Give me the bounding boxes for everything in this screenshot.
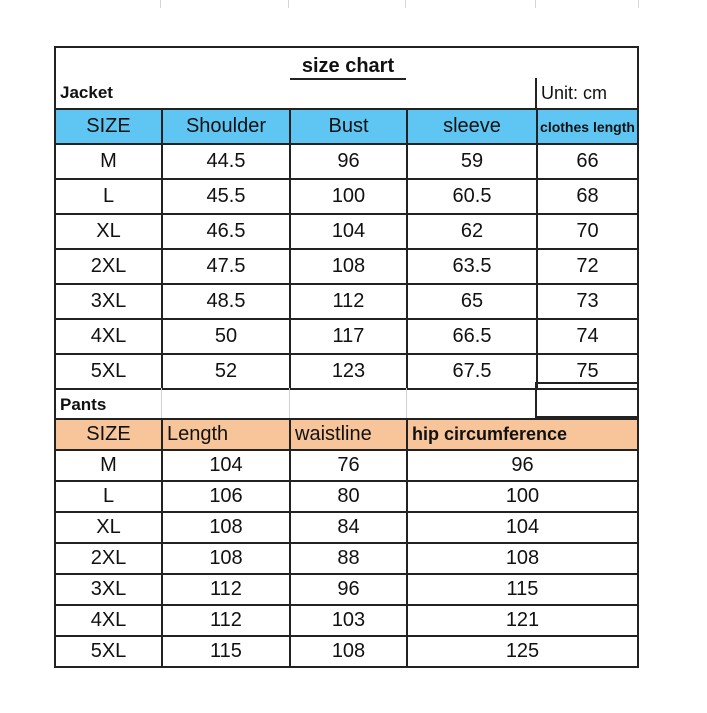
jacket-cell: M — [100, 150, 117, 172]
jacket-header-cell: clothes length — [538, 110, 637, 143]
jacket-cell: 44.5 — [206, 150, 246, 172]
jacket-cell: 117 — [332, 325, 365, 347]
jacket-cell: 75 — [576, 360, 599, 382]
pants-cell: 108 — [209, 516, 243, 538]
grid-line — [56, 388, 637, 390]
pants-section-label: Pants — [60, 395, 107, 414]
jacket-cell: 66.5 — [452, 325, 492, 347]
jacket-cell: 2XL — [90, 255, 127, 277]
jacket-header-cell: SIZE — [56, 110, 161, 143]
jacket-cell: 47.5 — [206, 255, 246, 277]
page-title: size chart — [301, 54, 395, 77]
pants-cell: 125 — [505, 640, 540, 662]
pants-cell: 108 — [209, 547, 243, 569]
jacket-cell: 108 — [331, 255, 366, 277]
pants-cell: 4XL — [90, 609, 127, 631]
pants-header-cell: waistline — [291, 420, 406, 449]
size-table — [54, 46, 639, 668]
grid-line — [406, 108, 408, 390]
jacket-header-cell: Bust — [291, 110, 406, 143]
title-underline — [290, 78, 406, 80]
jacket-cell: 59 — [460, 150, 484, 172]
grid-line — [406, 418, 408, 668]
pants-cell: 96 — [511, 454, 534, 476]
jacket-cell: 45.5 — [206, 185, 246, 207]
jacket-cell: 5XL — [90, 360, 127, 382]
jacket-cell: 68 — [576, 185, 599, 207]
pants-cell: 5XL — [90, 640, 127, 662]
pants-cell: 112 — [210, 609, 242, 631]
jacket-cell: 67.5 — [452, 360, 492, 382]
pants-cell: 96 — [337, 578, 360, 600]
pants-header-cell: hip circumference — [408, 420, 637, 449]
jacket-cell: 63.5 — [452, 255, 492, 277]
column-mark — [535, 0, 536, 8]
grid-line — [161, 418, 163, 668]
pants-cell: 76 — [337, 454, 360, 476]
jacket-cell: 123 — [331, 360, 366, 382]
pants-cell: 121 — [505, 609, 540, 631]
jacket-cell: 50 — [214, 325, 238, 347]
column-mark — [288, 0, 289, 8]
pants-cell: 3XL — [90, 578, 127, 600]
pants-cell: 108 — [505, 547, 540, 569]
pants-cell: L — [102, 485, 115, 507]
jacket-cell: 96 — [337, 150, 360, 172]
grid-line — [56, 666, 637, 668]
jacket-cell: 48.5 — [206, 290, 246, 312]
pants-cell: 100 — [505, 485, 540, 507]
jacket-cell: 72 — [576, 255, 599, 277]
pants-cell: 104 — [505, 516, 540, 538]
grid-line — [536, 108, 538, 390]
pants-cell: 2XL — [90, 547, 127, 569]
column-mark — [638, 0, 639, 8]
jacket-cell: 4XL — [90, 325, 127, 347]
column-mark — [405, 0, 406, 8]
jacket-cell: 65 — [460, 290, 484, 312]
jacket-cell: 66 — [576, 150, 599, 172]
pants-cell: 112 — [210, 578, 242, 600]
pants-cell: 106 — [209, 485, 243, 507]
jacket-cell: 104 — [331, 220, 366, 242]
jacket-header-cell: sleeve — [408, 110, 536, 143]
unit-label: Unit: cm — [541, 82, 608, 103]
pants-cell: 80 — [337, 485, 360, 507]
pants-cell: XL — [96, 516, 121, 538]
jacket-cell: 73 — [576, 290, 599, 312]
jacket-cell: 46.5 — [206, 220, 246, 242]
pants-cell: 104 — [209, 454, 243, 476]
jacket-cell: XL — [96, 220, 121, 242]
pants-cell: 84 — [337, 516, 360, 538]
jacket-cell: 3XL — [90, 290, 127, 312]
jacket-cell: 52 — [214, 360, 238, 382]
jacket-header-cell: Shoulder — [163, 110, 289, 143]
jacket-cell: 112 — [332, 290, 365, 312]
pants-cell: 115 — [210, 640, 242, 662]
jacket-cell: 74 — [576, 325, 599, 347]
grid-line — [289, 418, 291, 668]
grid-line — [289, 108, 291, 390]
grid-line — [161, 108, 163, 390]
pants-header-cell: Length — [163, 420, 289, 449]
jacket-cell: 60.5 — [452, 185, 492, 207]
pants-cell: M — [100, 454, 117, 476]
jacket-cell: L — [102, 185, 115, 207]
column-mark — [160, 0, 161, 8]
jacket-cell: 70 — [576, 220, 599, 242]
jacket-section-label: Jacket — [60, 83, 113, 102]
jacket-cell: 62 — [460, 220, 484, 242]
pants-cell: 108 — [331, 640, 366, 662]
pants-cell: 88 — [337, 547, 360, 569]
pants-cell: 103 — [331, 609, 366, 631]
pants-header-cell: SIZE — [56, 420, 161, 449]
jacket-cell: 100 — [331, 185, 366, 207]
pants-cell: 115 — [506, 578, 539, 600]
